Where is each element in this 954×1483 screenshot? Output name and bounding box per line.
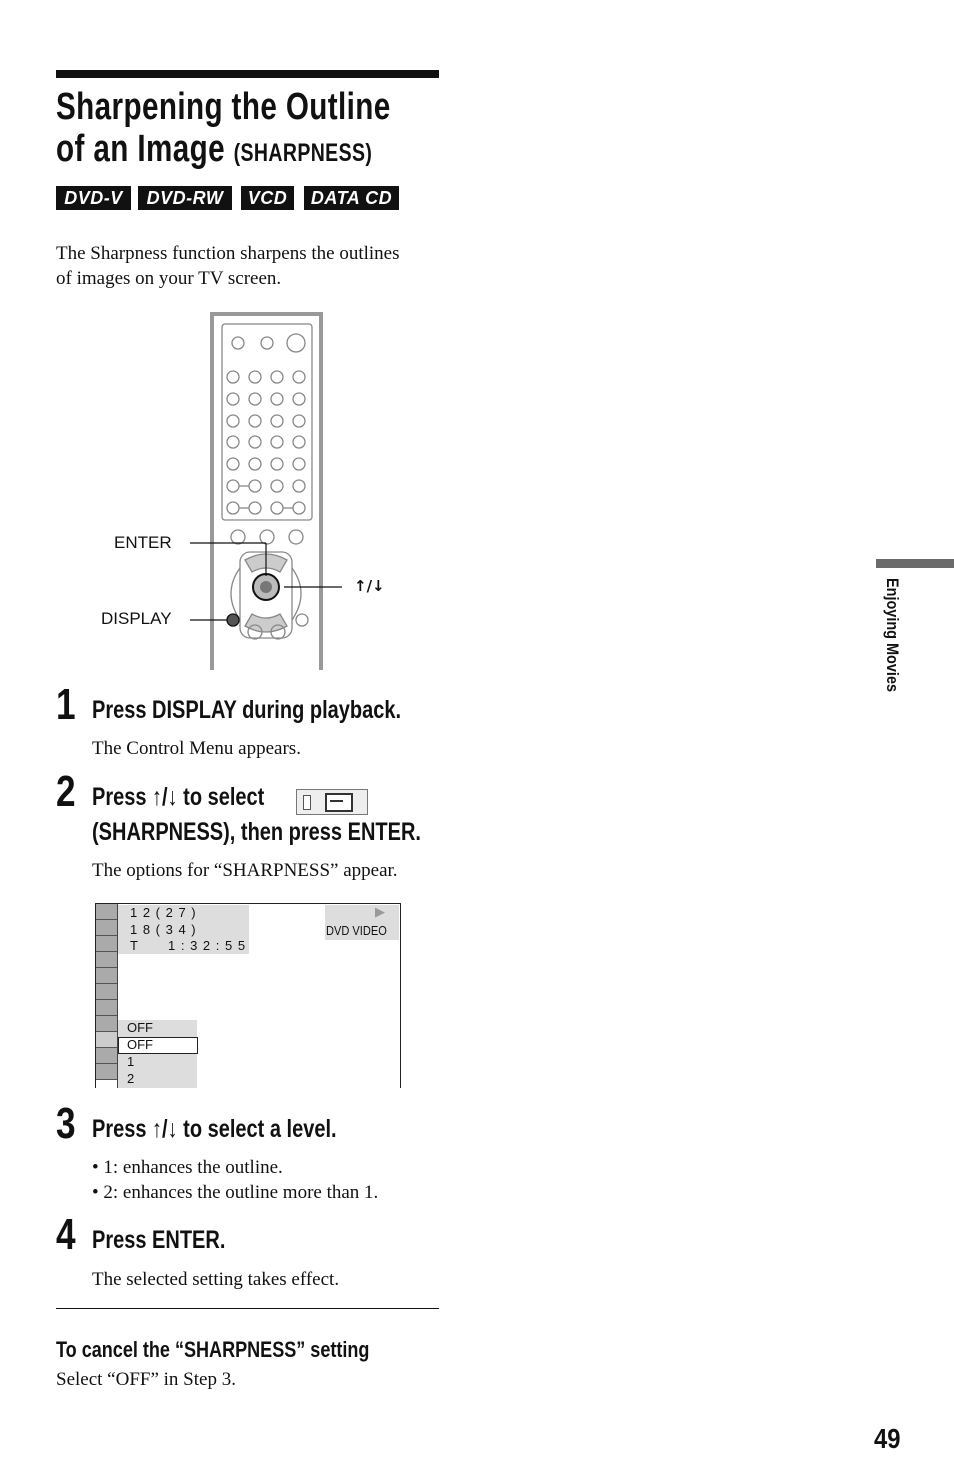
page-number: 49 — [874, 1423, 901, 1454]
step-3-heading: Press ↑/↓ to select a level. — [92, 1115, 337, 1143]
step-1-body: The Control Menu appears. — [92, 738, 301, 759]
cancel-heading: To cancel the “SHARPNESS” setting — [56, 1337, 370, 1362]
page-title-suffix: (SHARPNESS) — [233, 139, 373, 167]
step-4-number: 4 — [56, 1210, 76, 1259]
badge-dvd-rw: DVD-RW — [138, 186, 232, 210]
section-tab-label: Enjoying Movies — [883, 578, 902, 693]
page-title-line1: Sharpening the Outline — [56, 86, 391, 128]
osd-chapter-count: 1 8 ( 3 4 ) — [130, 922, 197, 937]
step-3-bullet-2: • 2: enhances the outline more than 1. — [92, 1182, 379, 1203]
step-4-body: The selected setting takes effect. — [92, 1269, 340, 1290]
badge-data-cd: DATA CD — [304, 186, 399, 210]
osd-option-off[interactable]: OFF — [127, 1037, 153, 1052]
cancel-body: Select “OFF” in Step 3. — [56, 1369, 236, 1390]
intro-line2: of images on your TV screen. — [56, 268, 282, 289]
osd-option-2[interactable]: 2 — [127, 1071, 135, 1086]
title-rule — [56, 70, 439, 78]
osd-media-type: DVD VIDEO — [326, 923, 387, 938]
sharpness-icon — [296, 789, 368, 815]
display-label: DISPLAY — [101, 609, 172, 628]
step-3-bullet-1: • 1: enhances the outline. — [92, 1157, 283, 1178]
menu-icon-column — [96, 904, 118, 1088]
up-down-arrow-label: ↑/↓ — [354, 577, 385, 595]
osd-option-1[interactable]: 1 — [127, 1054, 135, 1069]
step-1-heading: Press DISPLAY during playback. — [92, 696, 402, 724]
osd-time: 1 : 3 2 : 5 5 — [168, 938, 247, 953]
osd-current-setting: OFF — [127, 1020, 153, 1035]
intro-line1: The Sharpness function sharpens the outlines — [56, 243, 400, 264]
step-2-body: The options for “SHARPNESS” appear. — [92, 860, 398, 881]
step-1-number: 1 — [56, 680, 76, 729]
osd-title-chapter: 1 2 ( 2 7 ) — [130, 905, 197, 920]
page-title-line2: of an Image (SHARPNESS) — [56, 128, 373, 170]
enter-label: ENTER — [114, 533, 172, 552]
control-menu-screen — [95, 903, 401, 1088]
step-2-number: 2 — [56, 767, 76, 816]
osd-time-prefix: T — [130, 938, 138, 953]
play-icon: ▶ — [375, 904, 385, 919]
badge-vcd: VCD — [241, 186, 294, 210]
step-2-heading-part1: Press ↑/↓ to select — [92, 783, 265, 811]
section-tab-bar — [876, 559, 954, 568]
badge-dvd-v: DVD-V — [56, 186, 131, 210]
section-divider — [56, 1308, 439, 1309]
step-3-number: 3 — [56, 1099, 76, 1148]
step-4-heading: Press ENTER. — [92, 1226, 226, 1254]
step-2-heading-part2: (SHARPNESS), then press ENTER. — [92, 818, 421, 846]
